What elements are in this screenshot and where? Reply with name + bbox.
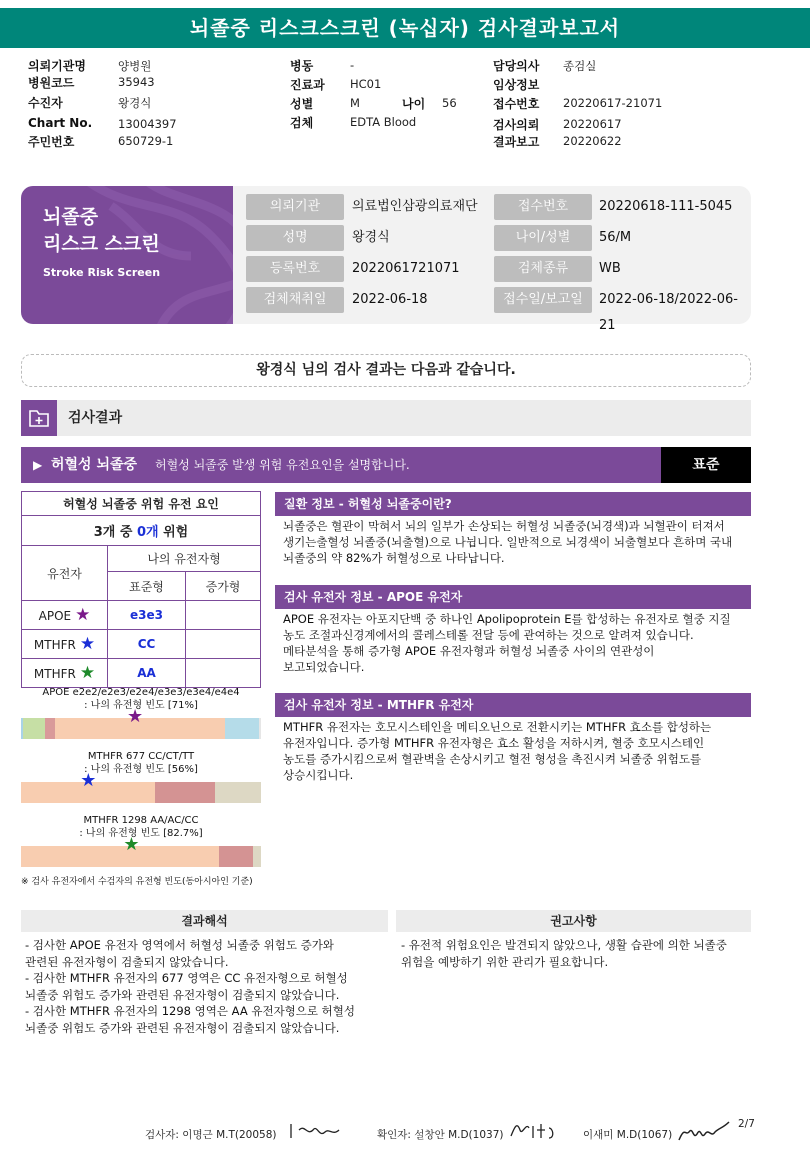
genotype-inc bbox=[186, 659, 261, 688]
banner-value: 의료법인삼광의료재단 bbox=[352, 199, 478, 214]
banner-label: 검체채취일 bbox=[246, 287, 344, 313]
info-head: 검사 유전자 정보 - MTHFR 유전자 bbox=[275, 693, 751, 717]
interpretation-text: - 검사한 APOE 유전자 영역에서 허혈성 뇌졸중 위험도 증가와 관련된 유전자형이 검출되지 않았습니다. - 검사한 MTHFR 유전자의 677 영역은 CC 유전자형으로 허혈성 뇌졸중 위험도 증가와 관련된 유전자형이 검출되지 않았습니다. - 검사한 MTHFR 유전자의 1298 영역은 AA 유전자형으로 허혈성 뇌졸중 위험도 증가와 관련된 유전자형이 검출되지 않았습니다. bbox=[25, 938, 355, 1035]
info-text: APOE 유전자는 아포지단백 중 하나인 Apolipoprotein E를 합성하는 유전자로 혈중 지질 농도 조절과신경계에서의 콜레스테롤 전달 등에 관여하는 것으로 알려져 있습니다. 메타분석을 통해 증가형 APOE 유전자형과 허혈성 뇌졸중 사이의 연관성이 보고되었습니다. bbox=[283, 612, 731, 674]
header-label: 검체 bbox=[290, 116, 314, 130]
banner-value: 2022-06-18/2022-06-21 bbox=[599, 292, 738, 333]
freq-segment bbox=[155, 782, 215, 803]
recommendation-head: 권고사항 bbox=[396, 910, 751, 932]
banner-label: 나이/성별 bbox=[494, 225, 592, 251]
header-label: 의뢰기관명 bbox=[28, 59, 86, 73]
category-bar bbox=[21, 447, 661, 483]
star-icon: ★ bbox=[123, 834, 140, 855]
header-value: 20220617-21071 bbox=[563, 96, 663, 110]
banner-label: 접수번호 bbox=[494, 194, 592, 220]
banner-label: 의뢰기관 bbox=[246, 194, 344, 220]
star-icon: ★ bbox=[79, 663, 96, 683]
star-icon: ★ bbox=[75, 605, 91, 625]
star-icon: ★ bbox=[80, 770, 97, 791]
header-label: 성별 bbox=[290, 97, 314, 111]
banner-label: 검체종류 bbox=[494, 256, 592, 282]
banner-value: 왕경식 bbox=[352, 230, 390, 245]
genotype-inc bbox=[186, 601, 261, 630]
header-value: 왕경식 bbox=[118, 96, 152, 110]
banner-label: 성명 bbox=[246, 225, 344, 251]
gene-table bbox=[21, 491, 261, 688]
header-value: 650729-1 bbox=[118, 134, 174, 148]
third-signature-icon bbox=[675, 1120, 735, 1144]
header-value: 20220622 bbox=[563, 134, 622, 148]
page-number: 2/7 bbox=[738, 1118, 755, 1130]
frequency-note: ※ 검사 유전자에서 수검자의 유전형 빈도(동아시아인 기준) bbox=[21, 877, 253, 887]
header-label: 주민번호 bbox=[28, 135, 75, 149]
risk-count-suffix: 위험 bbox=[158, 525, 189, 540]
header-label: Chart No. bbox=[28, 116, 93, 130]
genotype-inc bbox=[186, 630, 261, 659]
info-text: MTHFR 유전자는 호모시스테인을 메티오닌으로 전환시키는 MTHFR 효소를 합성하는 유전자입니다. 증가형 MTHFR 유전자형은 효소 활성을 저하시켜, 혈중 호모시스테인 농도를 증가시킴으로써 혈관벽을 손상시키고 혈전 형성을 촉진시켜 뇌졸중 위험도를 상승시킵니다. bbox=[283, 720, 712, 782]
freq-sublabel: : 나의 유전형 빈도 [71%] bbox=[84, 700, 198, 711]
gene-name-cell bbox=[22, 659, 108, 688]
header-label: 병동 bbox=[290, 59, 314, 73]
freq-sublabel: : 나의 유전형 빈도 [56%] bbox=[84, 764, 198, 775]
tester-signature-icon bbox=[287, 1118, 342, 1142]
banner-value: 20220618-111-5045 bbox=[599, 199, 733, 214]
header-label: 임상정보 bbox=[493, 78, 540, 92]
category-status: 표준 bbox=[661, 447, 751, 483]
header-label: 수진자 bbox=[28, 96, 63, 110]
gene-name: MTHFR bbox=[33, 667, 76, 681]
gene-name-cell bbox=[22, 630, 108, 659]
section-bar bbox=[21, 400, 751, 436]
gene-name: APOE bbox=[38, 609, 72, 623]
gene-row bbox=[22, 601, 261, 630]
col-inc: 증가형 bbox=[186, 572, 261, 601]
freq-label: MTHFR 677 CC/CT/TT bbox=[87, 751, 195, 762]
freq-segment bbox=[219, 846, 253, 867]
header-value: M bbox=[350, 96, 360, 110]
header-label: 병원코드 bbox=[28, 76, 75, 90]
freq-segment bbox=[225, 718, 259, 739]
freq-segment bbox=[45, 718, 55, 739]
third-signer: 이새미 M.D(1067) bbox=[583, 1129, 673, 1141]
gene-table-title: 허혈성 뇌졸중 위험 유전 요인 bbox=[22, 492, 261, 516]
header-value: - bbox=[350, 58, 355, 72]
risk-count bbox=[22, 516, 261, 546]
header-label: 결과보고 bbox=[493, 135, 540, 149]
risk-count-prefix: 3개 중 bbox=[93, 525, 137, 540]
genotype-std: CC bbox=[108, 630, 186, 659]
category-desc: 허혈성 뇌졸중 발생 위험 유전요인을 설명합니다. bbox=[155, 458, 410, 472]
patient-header bbox=[0, 0, 810, 160]
freq-bar bbox=[21, 846, 261, 867]
header-value: HC01 bbox=[350, 77, 382, 91]
freq-sublabel: : 나의 유전형 빈도 [82.7%] bbox=[79, 828, 203, 839]
col-gene: 유전자 bbox=[22, 546, 108, 601]
recommendation-text: - 유전적 위험요인은 발견되지 않았으나, 생활 습관에 의한 뇌졸중 위험을 예방하기 위한 관리가 필요합니다. bbox=[401, 938, 727, 969]
tester: 검사자: 이명근 M.T(20058) bbox=[145, 1129, 277, 1141]
freq-segment bbox=[23, 718, 45, 739]
section-title: 검사결과 bbox=[68, 410, 123, 426]
banner-value: 2022061721071 bbox=[352, 261, 460, 276]
report-title: 뇌졸중 리스크스크린 (녹십자) 검사결과보고서 bbox=[0, 8, 810, 48]
header-value: 양병원 bbox=[118, 59, 152, 73]
info-head: 검사 유전자 정보 - APOE 유전자 bbox=[275, 585, 751, 609]
brand-panel bbox=[21, 186, 233, 324]
category-name: 허혈성 뇌졸중 bbox=[51, 457, 138, 473]
header-value: 13004397 bbox=[118, 117, 177, 131]
brand-title: 뇌졸중 리스크 스크린 bbox=[43, 206, 160, 255]
star-icon: ★ bbox=[127, 706, 144, 727]
freq-label: MTHFR 1298 AA/AC/CC bbox=[83, 815, 199, 826]
gene-name: MTHFR bbox=[33, 638, 76, 652]
triangle-right-icon: ▶ bbox=[33, 458, 43, 472]
gene-row bbox=[22, 659, 261, 688]
freq-bar bbox=[21, 782, 261, 803]
header-value: EDTA Blood bbox=[350, 115, 417, 129]
age-label: 나이 bbox=[402, 97, 426, 111]
col-mine: 나의 유전자형 bbox=[108, 546, 261, 572]
freq-segment bbox=[253, 846, 261, 867]
gene-row bbox=[22, 630, 261, 659]
banner-label: 등록번호 bbox=[246, 256, 344, 282]
col-std: 표준형 bbox=[108, 572, 186, 601]
genotype-std: e3e3 bbox=[108, 601, 186, 630]
banner-value: 2022-06-18 bbox=[352, 292, 428, 307]
banner-label: 접수일/보고일 bbox=[494, 287, 592, 313]
interpretation-head: 결과해석 bbox=[21, 910, 388, 932]
confirmer: 확인자: 설창안 M.D(1037) bbox=[377, 1129, 504, 1141]
header-label: 진료과 bbox=[290, 78, 325, 92]
header-label: 검사의뢰 bbox=[493, 118, 540, 132]
age-value: 56 bbox=[442, 96, 457, 110]
folder-plus-icon bbox=[21, 400, 57, 436]
info-text: 뇌졸중은 혈관이 막혀서 뇌의 일부가 손상되는 허혈성 뇌졸중(뇌경색)과 뇌혈관이 터져서 생기는출혈성 뇌졸중(뇌출혈)으로 나뉩니다. 일반적으로 뇌경색이 뇌출혈보다 흔하며 국내 뇌졸중의 약 82%가 허혈성으로 나타납니다. bbox=[283, 519, 733, 565]
freq-label: APOE e2e2/e2e3/e2e4/e3e3/e3e4/e4e4 bbox=[42, 687, 240, 698]
freq-segment bbox=[215, 782, 261, 803]
frequency-section bbox=[21, 686, 261, 886]
freq-segment bbox=[259, 718, 261, 739]
freq-segment bbox=[21, 846, 219, 867]
banner-value: WB bbox=[599, 261, 621, 276]
confirmer-signature-icon bbox=[507, 1118, 562, 1142]
result-summary: 왕경식 님의 검사 결과는 다음과 같습니다. bbox=[21, 354, 751, 387]
header-value: 35943 bbox=[118, 75, 155, 89]
info-head: 질환 정보 - 허혈성 뇌졸중이란? bbox=[275, 492, 751, 516]
header-value: 종검실 bbox=[563, 59, 597, 73]
banner-value: 56/M bbox=[599, 230, 632, 245]
gene-name-cell bbox=[22, 601, 108, 630]
header-value: 20220617 bbox=[563, 117, 622, 131]
genotype-std: AA bbox=[108, 659, 186, 688]
header-label: 접수번호 bbox=[493, 97, 540, 111]
risk-count-value: 0개 bbox=[136, 525, 159, 540]
header-label: 담당의사 bbox=[493, 59, 540, 73]
star-icon: ★ bbox=[79, 634, 96, 654]
brand-subtitle: Stroke Risk Screen bbox=[43, 266, 161, 279]
